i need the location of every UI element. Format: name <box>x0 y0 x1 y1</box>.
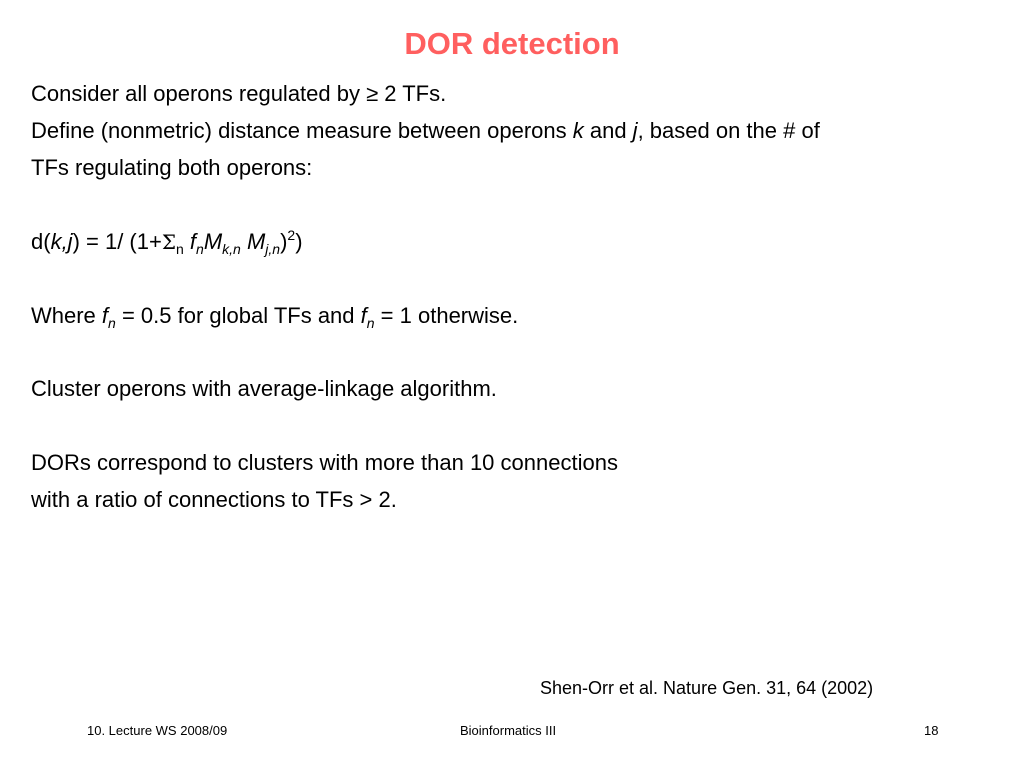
variable-f: f <box>101 303 109 328</box>
text-segment: and <box>583 118 633 143</box>
text-line-tfs-regulating: TFs regulating both operons: <box>31 155 313 180</box>
text-segment: , based on the # of <box>637 118 820 143</box>
text-line-operons: Consider all operons regulated by ≥ 2 TFs. <box>31 81 447 106</box>
formula-end: ) <box>295 229 303 254</box>
footer-page-number: 18 <box>924 723 939 738</box>
formula-kj: k,j <box>50 229 73 254</box>
sigma-symbol: Σ <box>161 230 176 254</box>
footer-lecture: 10. Lecture WS 2008/09 <box>87 723 228 738</box>
text-segment: Where <box>31 303 102 328</box>
text-line-where <box>31 302 518 330</box>
distance-formula <box>31 228 303 256</box>
text-segment: Define (nonmetric) distance measure between operons <box>31 118 573 143</box>
slide-title: DOR detection <box>404 26 620 61</box>
formula-f-subscript: n <box>196 241 204 257</box>
formula-eq: ) = 1/ (1+ <box>72 229 162 254</box>
text-line-dors-ratio: with a ratio of connections to TFs > 2. <box>31 487 397 512</box>
sigma-subscript: n <box>175 241 184 257</box>
variable-f-subscript: n <box>108 315 116 331</box>
formula-M-first-subscript: k,n <box>222 241 241 257</box>
variable-k: k <box>572 118 584 143</box>
variable-j: j <box>632 118 638 143</box>
formula-d: d( <box>31 229 51 254</box>
formula-close: ) <box>280 229 288 254</box>
formula-power: 2 <box>287 227 296 243</box>
text-line-cluster: Cluster operons with average-linkage algorithm. <box>31 376 497 401</box>
text-segment: = 1 otherwise. <box>374 303 519 328</box>
variable-f-subscript: n <box>366 315 375 331</box>
formula-M-second-subscript: j,n <box>265 241 281 257</box>
citation: Shen-Orr et al. Nature Gen. 31, 64 (2002) <box>540 678 874 698</box>
formula-f: f <box>189 229 197 254</box>
formula-M-second: M <box>246 229 266 254</box>
text-line-distance-definition <box>31 117 820 145</box>
variable-f: f <box>360 303 367 328</box>
text-line-dors-definition: DORs correspond to clusters with more than 10 connections <box>31 450 618 475</box>
text-segment: = 0.5 for global TFs and <box>115 303 361 328</box>
footer-course: Bioinformatics III <box>460 723 557 738</box>
formula-M-first: M <box>203 229 223 254</box>
